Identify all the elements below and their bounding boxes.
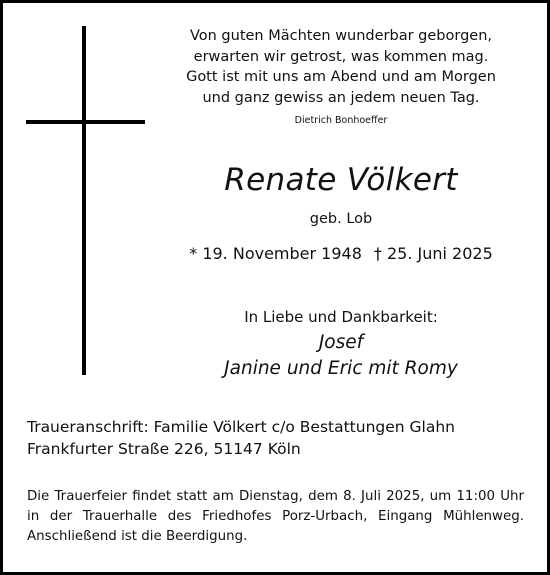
poem-line: und ganz gewiss an jedem neuen Tag. bbox=[202, 89, 480, 106]
service-line: Die Trauerfeier findet statt am Dienstag, dem 8. Juli 2025, um 11:00 Uhr bbox=[27, 489, 524, 504]
address-line: Traueranschrift: Familie Völkert c/o Bestattungen Glahn bbox=[27, 418, 455, 436]
life-dates bbox=[160, 243, 522, 265]
poem-line: erwarten wir getrost, was kommen mag. bbox=[193, 48, 489, 65]
address-line: Frankfurter Straße 226, 51147 Köln bbox=[27, 439, 301, 458]
mourner-name: Josef bbox=[318, 332, 364, 353]
death-date: † 25. Juni 2025 bbox=[373, 244, 493, 263]
deceased-name: Renate Völkert bbox=[224, 162, 458, 198]
service-line: Anschließend ist die Beerdigung. bbox=[27, 529, 248, 544]
poem bbox=[160, 26, 522, 108]
poem-line: Gott ist mit uns am Abend und am Morgen bbox=[186, 69, 496, 85]
mourning-address bbox=[27, 417, 455, 460]
poem-author: Dietrich Bonhoeffer bbox=[294, 115, 388, 126]
mourners-intro: In Liebe und Dankbarkeit: bbox=[244, 308, 438, 326]
service-line: in der Trauerhalle des Friedhofes Porz-Urbach, Eingang Mühlenweg. bbox=[27, 509, 524, 524]
cross-icon-vertical-bar bbox=[82, 26, 86, 375]
funeral-service-notice bbox=[27, 487, 524, 547]
mourner-name: Janine und Eric mit Romy bbox=[224, 358, 458, 379]
poem-line: Von guten Mächten wunderbar geborgen, bbox=[189, 28, 493, 44]
cross-icon-horizontal-bar bbox=[26, 120, 145, 124]
maiden-name: geb. Lob bbox=[309, 211, 373, 227]
birth-date: * 19. November 1948 bbox=[189, 244, 362, 263]
